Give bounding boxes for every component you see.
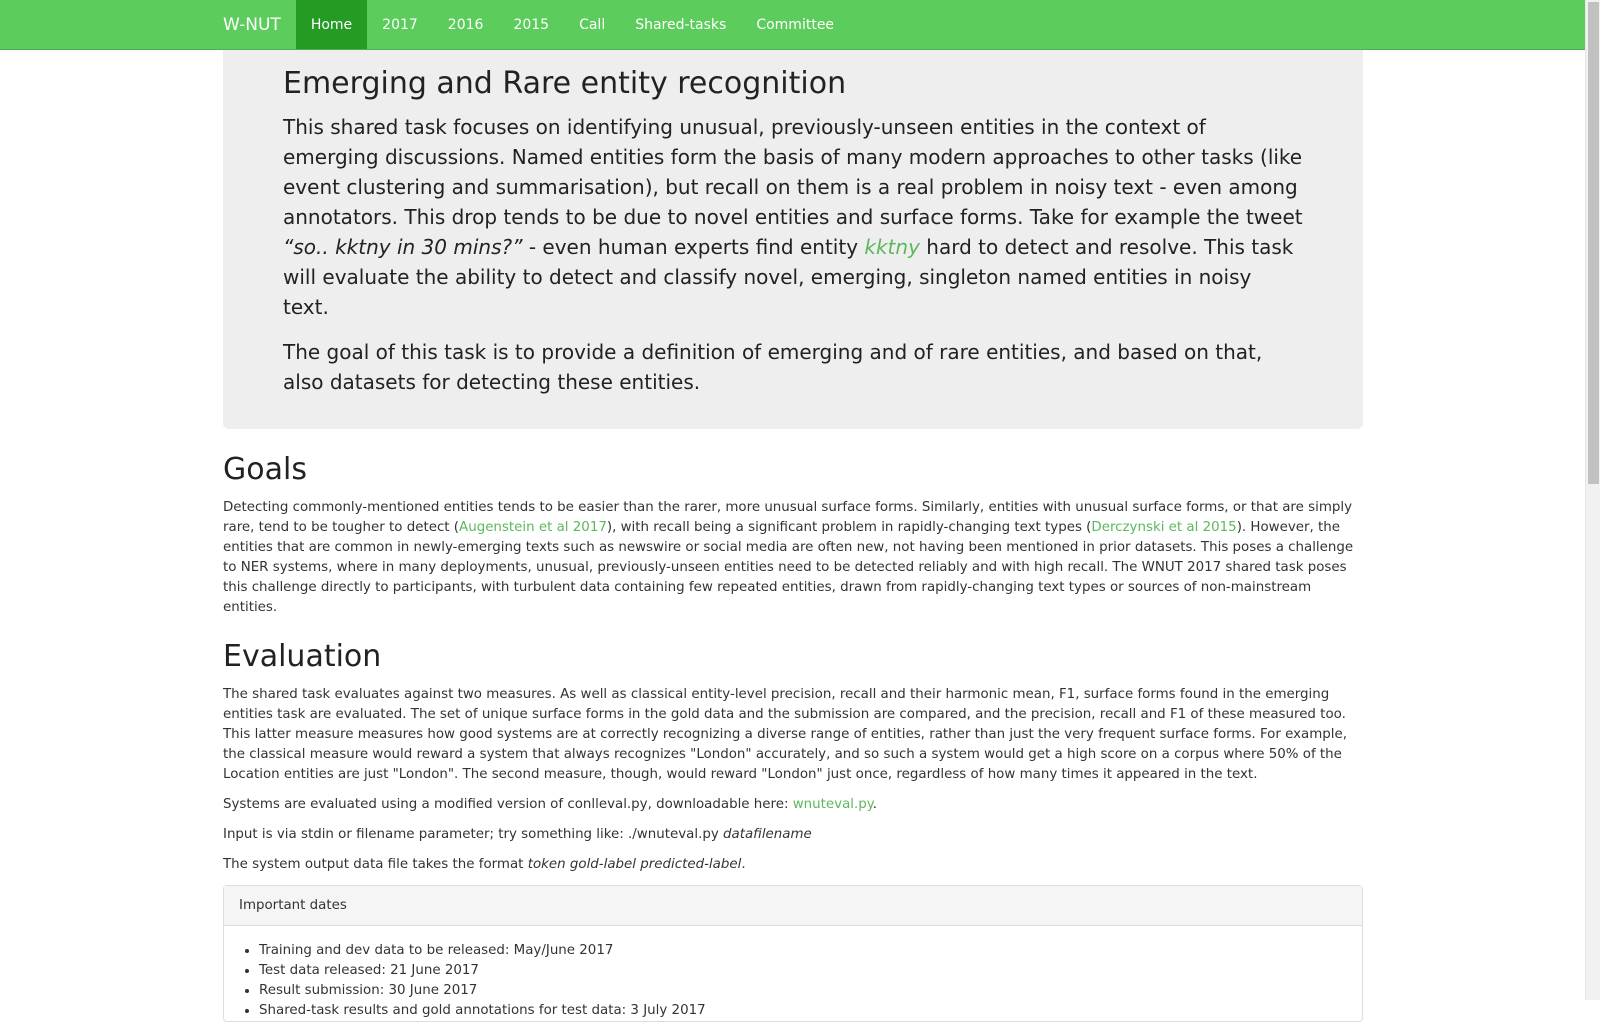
hero-text-1: This shared task focuses on identifying unusual, previously-unseen entities in the context of emerging discussions. Named entities form the basis of many modern approaches to other tasks (like event clustering and summarisation), but recall on them is a real problem in noisy text - even among annotators. This drop tends to be due to novel entities and surface forms. Take for example the tweet xyxy=(283,115,1303,229)
nav-2016[interactable]: 2016 xyxy=(447,17,484,33)
input-paragraph xyxy=(223,825,1363,845)
list-item: • Training and dev data to be released: May/June 2017 xyxy=(259,941,1347,961)
nav-home[interactable]: Home xyxy=(296,0,367,49)
nav-committee[interactable]: Committee xyxy=(756,17,835,33)
page-scrollbar[interactable] xyxy=(1585,0,1600,1000)
nav-shared-tasks[interactable]: Shared-tasks xyxy=(635,17,727,33)
hero-text-3: hard to detect and resolve. This task will evaluate the ability to detect and classify novel, emerging, singleton named entities in noisy text. xyxy=(283,235,1294,319)
download-paragraph xyxy=(223,795,1363,815)
goals-text-3: ). However, the entities that are common in newly-emerging texts such as newswire or social media are often new, not having been mentioned in prior datasets. This poses a challenge to NER systems, where in many deployments, unusual, previously-unseen entities need to be detected reliably and with high recall. The WNUT 2017 shared task poses this challenge directly to participants, with turbulent data containing few repeated entities, drawn from rapidly-changing text types or sources of non-mainstream entities. xyxy=(223,520,1354,615)
input-text: Input is via stdin or filename parameter; try something like: ./wnuteval.py xyxy=(223,827,724,842)
augenstein-link[interactable]: Augenstein et al 2017 xyxy=(459,520,607,535)
kktny-link[interactable]: kktny xyxy=(864,235,920,259)
list-item: • Test data released: 21 June 2017 xyxy=(259,961,1347,981)
top-navbar xyxy=(0,0,1585,50)
evaluation-heading: Evaluation xyxy=(223,639,382,674)
nav-2015[interactable]: 2015 xyxy=(513,17,550,33)
input-filename: datafilename xyxy=(723,827,812,842)
goals-heading: Goals xyxy=(223,452,307,487)
list-item: • Shared-task results and gold annotations for test data: 3 July 2017 xyxy=(259,1001,1347,1021)
format-paragraph xyxy=(223,855,1363,875)
important-dates-heading: Important dates xyxy=(224,886,1362,926)
goals-text-2: ), with recall being a significant problem in rapidly-changing text types ( xyxy=(606,520,1092,535)
hero-title: Emerging and Rare entity recognition xyxy=(283,66,847,101)
goals-text-1: Detecting commonly-mentioned entities tends to be easier than the rarer, more unusual surface forms. Similarly, entities with unusual surface forms, or that are simply rare, tend to be tougher to detect ( xyxy=(223,500,1353,535)
goals-paragraph xyxy=(223,498,1363,618)
important-dates-body xyxy=(224,926,1362,1021)
hero-text-2: - even human experts find entity xyxy=(522,235,865,259)
download-period: . xyxy=(872,797,878,812)
tweet-quote: “so.. kktny in 30 mins?” xyxy=(283,235,523,259)
format-period: . xyxy=(741,857,746,872)
format-spec: token gold-label predicted-label xyxy=(527,857,742,872)
main-content xyxy=(223,453,1363,1022)
list-item: • Result submission: 30 June 2017 xyxy=(259,981,1347,1001)
evaluation-paragraph: The shared task evaluates against two measures. As well as classical entity-level precision, recall and their harmonic mean, F1, surface forms found in the emerging entities task are evaluated. The set of unique surface forms in the gold data and the submission are compared, and the precision, recall and F1 of these measured too. This latter measure measures how good systems are at correctly recognizing a diverse range of entities, rather than just the very frequent surface forms. For example, the classical measure would reward a system that always recognizes "London" accurately, and so such a system would get a high score on a corpus where 50% of the Location entities are just "London". The second measure, though, would reward "London" just once, regardless of how many times it appeared in the text. xyxy=(223,687,1348,782)
important-dates-panel xyxy=(223,885,1363,1022)
navbar-inner xyxy=(208,0,849,50)
wnuteval-link[interactable]: wnuteval.py xyxy=(792,797,873,812)
nav-call[interactable]: Call xyxy=(579,17,606,33)
download-text: Systems are evaluated using a modified version of conlleval.py, downloadable here: xyxy=(223,797,793,812)
hero-jumbotron xyxy=(223,50,1363,429)
scrollbar-thumb[interactable] xyxy=(1588,2,1599,484)
dates-list xyxy=(239,941,1347,1021)
hero-paragraph-intro xyxy=(283,112,1303,322)
nav-2017[interactable]: 2017 xyxy=(382,17,418,33)
brand-link[interactable]: W-NUT xyxy=(223,15,281,35)
hero-paragraph-goal: The goal of this task is to provide a definition of emerging and of rare entities, and based on that, also datasets for detecting these entities. xyxy=(283,340,1263,394)
derczynski-link[interactable]: Derczynski et al 2015 xyxy=(1091,520,1237,535)
format-text: The system output data file takes the format xyxy=(223,857,528,872)
